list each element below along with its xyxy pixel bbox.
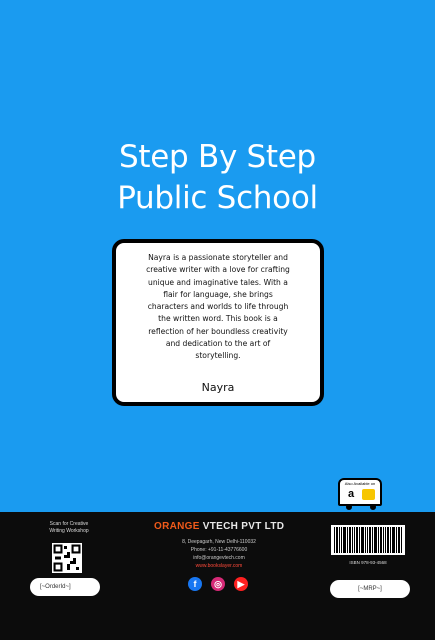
barcode-number: ISBN 978-93-4568 [349,560,387,565]
order-id-field: [~OrderId~] [30,578,100,596]
publisher-name [154,521,284,532]
flipkart-icon [362,489,375,500]
scan-label [34,521,104,535]
publisher-phone: Phone: +91-11-43776600 [190,547,248,553]
barcode-icon [331,525,405,555]
publisher-name-rest: VTECH PVT LTD [199,521,285,532]
amazon-logo-icon: a [348,488,355,500]
badge-label: Also Available on [344,481,376,486]
book-title-line-2: Public School [117,180,318,216]
bio-line: storytelling. [195,351,241,361]
bio-line: reflection of her boundless creativity [148,326,288,336]
available-on-badge [338,478,382,506]
bio-line: characters and worlds to life through [147,302,289,312]
mrp-field: [~MRP~] [330,580,410,598]
cart-wheel-icon [370,504,376,510]
scan-label-line-1: Scan for Creative [49,521,89,527]
bio-line: flair for language, she brings [163,289,273,299]
publisher-address: 8, Deepagarh, New Delhi-110032 [182,539,256,545]
publisher-name-accent: ORANGE [154,521,200,532]
back-footer [0,512,435,640]
instagram-icon: ◎ [211,577,225,591]
bio-line: Nayra is a passionate storyteller and [148,253,288,262]
book-title-line-1: Step By Step [119,139,316,175]
bio-line: unique and imaginative tales. With a [148,277,288,287]
cart-wheel-icon [346,504,352,510]
publisher-email: info@orangevtech.com [193,555,245,561]
author-name: Nayra [201,381,235,394]
youtube-icon: ▶ [234,577,248,591]
scan-label-line-2: Writing Workshop [49,528,89,534]
bio-line: and dedication to the art of [165,339,271,349]
publisher-website: www.bookslayer.com [195,563,243,569]
qr-code-icon [52,543,82,573]
author-bio-text [124,252,312,363]
bio-line: the written word. This book is a [158,314,278,324]
author-bio-card [112,239,324,406]
book-title [0,137,435,219]
bio-line: creative writer with a love for crafting [146,265,290,275]
facebook-icon: f [188,577,202,591]
